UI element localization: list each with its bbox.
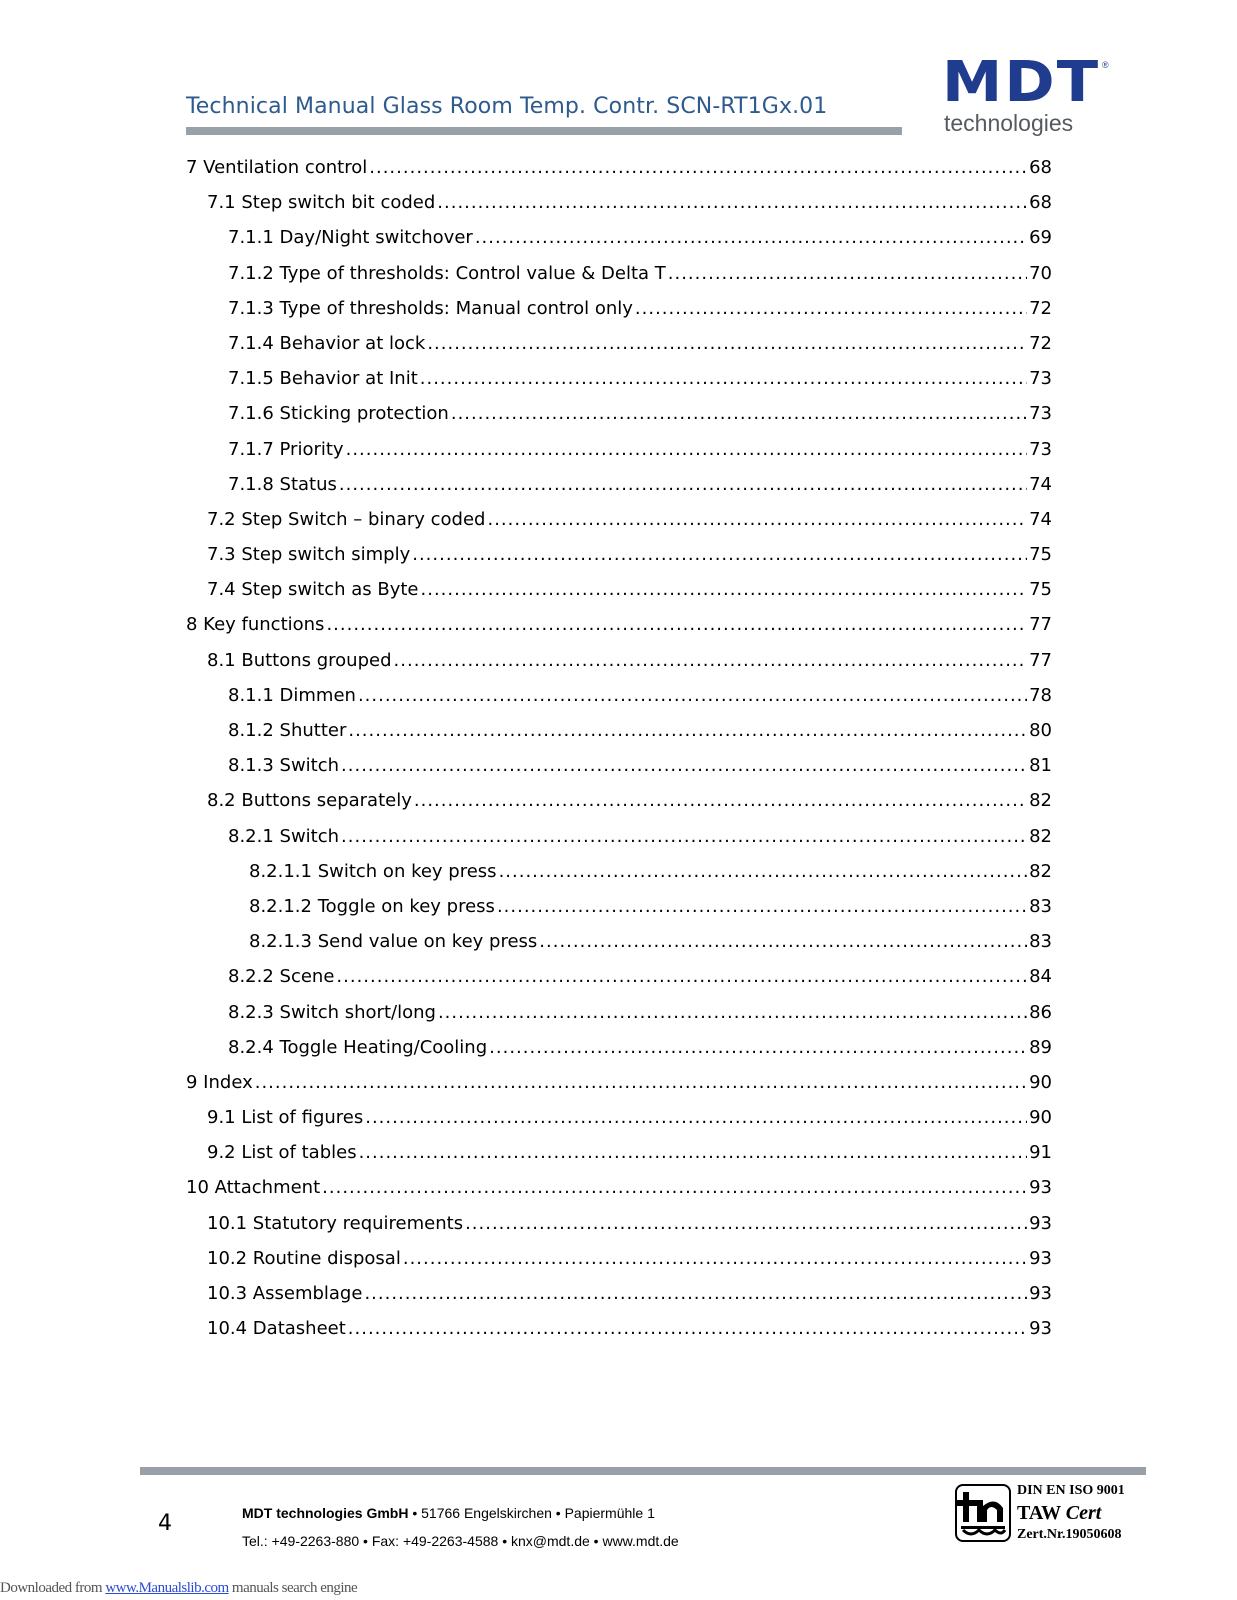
toc-dot-leader bbox=[341, 819, 1027, 854]
toc-entry-title: 7.2 Step Switch – binary coded bbox=[207, 508, 486, 530]
toc-dot-leader bbox=[421, 572, 1028, 607]
toc-dot-leader bbox=[403, 1241, 1027, 1276]
toc-entry-title: 8.2.1.2 Toggle on key press bbox=[249, 895, 495, 917]
cert-text bbox=[1017, 1480, 1125, 1546]
toc-entry-page: 68 bbox=[1029, 192, 1052, 214]
footer-contact bbox=[242, 1499, 679, 1555]
toc-dot-leader bbox=[336, 959, 1027, 994]
toc-entry[interactable] bbox=[186, 467, 1052, 502]
toc-dot-leader bbox=[346, 432, 1028, 467]
toc-entry-page: 83 bbox=[1029, 895, 1052, 917]
toc-entry[interactable] bbox=[186, 291, 1052, 326]
toc-entry-title: 7.1.7 Priority bbox=[228, 438, 344, 460]
toc-dot-leader bbox=[497, 889, 1027, 924]
toc-entry-page: 73 bbox=[1029, 368, 1052, 390]
toc-entry-title: 8.2.1.3 Send value on key press bbox=[249, 931, 538, 953]
footer-divider bbox=[140, 1467, 1146, 1475]
toc-entry[interactable] bbox=[186, 959, 1052, 994]
toc-entry[interactable] bbox=[186, 1170, 1052, 1205]
toc-entry[interactable] bbox=[186, 1065, 1052, 1100]
toc-entry[interactable] bbox=[186, 1030, 1052, 1065]
toc-dot-leader bbox=[394, 643, 1028, 678]
logo-mark: MDT bbox=[942, 50, 1101, 115]
toc-entry-title: 8.2.1 Switch bbox=[228, 825, 340, 847]
toc-entry-title: 7.1.8 Status bbox=[228, 473, 337, 495]
toc-dot-leader bbox=[341, 748, 1027, 783]
toc-entry-title: 7 Ventilation control bbox=[186, 157, 368, 178]
toc-entry[interactable] bbox=[186, 995, 1052, 1030]
toc-entry[interactable] bbox=[186, 1276, 1052, 1311]
toc-dot-leader bbox=[414, 783, 1027, 818]
page-number: 4 bbox=[158, 1511, 172, 1536]
taw-cert-icon bbox=[955, 1484, 1011, 1542]
toc-entry[interactable] bbox=[186, 924, 1052, 959]
toc-entry-page: 72 bbox=[1029, 297, 1052, 319]
toc-dot-leader bbox=[427, 326, 1027, 361]
toc-entry-title: 10.1 Statutory requirements bbox=[207, 1212, 464, 1234]
toc-entry-title: 7.1 Step switch bit coded bbox=[207, 192, 436, 214]
toc-entry[interactable] bbox=[186, 643, 1052, 678]
toc-entry[interactable] bbox=[186, 150, 1052, 185]
toc-entry-title: 7.3 Step switch simply bbox=[207, 544, 411, 566]
toc-entry-title: 9.2 List of tables bbox=[207, 1142, 357, 1164]
toc-entry-page: 77 bbox=[1029, 614, 1052, 636]
toc-entry[interactable] bbox=[186, 432, 1052, 467]
toc-entry[interactable] bbox=[186, 572, 1052, 607]
toc-entry[interactable] bbox=[186, 678, 1052, 713]
toc-entry-title: 10.4 Datasheet bbox=[207, 1318, 346, 1340]
cert-brand bbox=[1017, 1502, 1125, 1524]
cert-brand-taw: TAW bbox=[1017, 1502, 1061, 1524]
toc-entry-page: 69 bbox=[1029, 227, 1052, 249]
toc-entry[interactable] bbox=[186, 185, 1052, 220]
footer-address-line bbox=[242, 1499, 679, 1527]
toc-entry[interactable] bbox=[186, 1241, 1052, 1276]
company-name: MDT technologies GmbH bbox=[242, 1505, 409, 1521]
toc-entry[interactable] bbox=[186, 256, 1052, 291]
toc-entry-page: 82 bbox=[1029, 790, 1052, 812]
toc-entry-page: 93 bbox=[1029, 1283, 1052, 1304]
manualslib-link[interactable]: www.Manualslib.com bbox=[105, 1580, 229, 1596]
toc-entry-title: 9 Index bbox=[186, 1071, 253, 1093]
registered-mark: ® bbox=[1102, 60, 1109, 70]
toc-dot-leader bbox=[364, 1276, 1027, 1311]
iso-certificate bbox=[955, 1480, 1145, 1550]
download-prefix: Downloaded from bbox=[0, 1580, 103, 1596]
toc-entry-page: 82 bbox=[1029, 825, 1052, 847]
toc-dot-leader bbox=[487, 502, 1027, 537]
toc-entry-page: 86 bbox=[1029, 1001, 1052, 1023]
toc-entry[interactable] bbox=[186, 607, 1052, 642]
toc-entry-title: 7.1.4 Behavior at lock bbox=[228, 332, 426, 354]
toc-entry-title: 7.1.1 Day/Night switchover bbox=[228, 227, 473, 249]
toc-entry-page: 89 bbox=[1029, 1036, 1052, 1058]
toc-entry[interactable] bbox=[186, 220, 1052, 255]
logo-subtitle: technologies bbox=[944, 110, 1074, 136]
toc-entry[interactable] bbox=[186, 502, 1052, 537]
cert-brand-cert: Cert bbox=[1065, 1502, 1102, 1524]
header-divider bbox=[186, 127, 902, 135]
cert-number: Zert.Nr.19050608 bbox=[1017, 1527, 1122, 1542]
toc-entry-title: 7.1.5 Behavior at Init bbox=[228, 368, 418, 390]
document-title: Technical Manual Glass Room Temp. Contr. SCN-RT1Gx.01 bbox=[186, 94, 828, 119]
download-suffix: manuals search engine bbox=[231, 1580, 358, 1596]
toc-dot-leader bbox=[475, 220, 1027, 255]
company-address: • 51766 Engelskirchen • Papiermühle 1 bbox=[412, 1505, 655, 1521]
toc-entry-title: 10.3 Assemblage bbox=[207, 1283, 363, 1304]
toc-entry[interactable] bbox=[186, 1135, 1052, 1170]
toc-dot-leader bbox=[359, 1135, 1028, 1170]
toc-entry-title: 8.1.3 Switch bbox=[228, 755, 340, 777]
toc-entry-page: 93 bbox=[1029, 1177, 1052, 1199]
toc-entry[interactable] bbox=[186, 1100, 1052, 1135]
toc-dot-leader bbox=[489, 1030, 1027, 1065]
toc-entry-page: 91 bbox=[1029, 1142, 1052, 1164]
toc-entry[interactable] bbox=[186, 819, 1052, 854]
toc-entry-page: 77 bbox=[1029, 649, 1052, 671]
footer-contact-line: Tel.: +49-2263-880 • Fax: +49-2263-4588 • knx@mdt.de • www.mdt.de bbox=[242, 1533, 679, 1549]
toc-dot-leader bbox=[438, 995, 1027, 1030]
mdt-logo bbox=[942, 50, 1112, 142]
toc-entry-page: 73 bbox=[1029, 403, 1052, 425]
toc-entry[interactable] bbox=[186, 326, 1052, 361]
toc-dot-leader bbox=[451, 396, 1027, 431]
toc-dot-leader bbox=[339, 467, 1027, 502]
toc-entry-title: 10 Attachment bbox=[186, 1177, 321, 1199]
toc-entry-title: 7.1.3 Type of thresholds: Manual control only bbox=[228, 297, 633, 319]
toc-entry-page: 90 bbox=[1029, 1071, 1052, 1093]
toc-dot-leader bbox=[255, 1065, 1027, 1100]
toc-entry[interactable] bbox=[186, 396, 1052, 431]
table-of-contents bbox=[186, 150, 1052, 1346]
toc-entry-title: 8.1 Buttons grouped bbox=[207, 649, 392, 671]
toc-entry-title: 8.1.1 Dimmen bbox=[228, 684, 356, 706]
toc-entry-page: 70 bbox=[1029, 262, 1052, 284]
toc-entry-title: 8.2.1.1 Switch on key press bbox=[249, 860, 497, 882]
toc-entry-page: 82 bbox=[1029, 860, 1052, 882]
toc-entry[interactable] bbox=[186, 1311, 1052, 1346]
toc-entry-title: 8.2 Buttons separately bbox=[207, 790, 412, 812]
toc-entry-page: 93 bbox=[1029, 1318, 1052, 1340]
toc-entry-title: 7.4 Step switch as Byte bbox=[207, 579, 419, 601]
toc-dot-leader bbox=[365, 1100, 1027, 1135]
toc-entry-page: 78 bbox=[1029, 684, 1052, 706]
toc-dot-leader bbox=[499, 854, 1028, 889]
toc-entry-title: 7.1.2 Type of thresholds: Control value & Delta T bbox=[228, 262, 666, 284]
toc-entry-page: 81 bbox=[1029, 755, 1052, 777]
toc-entry-page: 93 bbox=[1029, 1247, 1052, 1269]
toc-entry-page: 74 bbox=[1029, 508, 1052, 530]
toc-entry[interactable] bbox=[186, 1206, 1052, 1241]
toc-entry-page: 72 bbox=[1029, 332, 1052, 354]
toc-entry-title: 8.2.2 Scene bbox=[228, 966, 335, 988]
toc-entry[interactable] bbox=[186, 854, 1052, 889]
toc-entry[interactable] bbox=[186, 713, 1052, 748]
toc-entry-page: 75 bbox=[1029, 544, 1052, 566]
toc-entry-page: 84 bbox=[1029, 966, 1052, 988]
toc-dot-leader bbox=[369, 150, 1027, 185]
toc-entry[interactable] bbox=[186, 783, 1052, 818]
toc-dot-leader bbox=[358, 678, 1027, 713]
toc-entry-page: 73 bbox=[1029, 438, 1052, 460]
toc-dot-leader bbox=[420, 361, 1027, 396]
toc-entry-page: 68 bbox=[1029, 157, 1052, 178]
toc-entry-page: 75 bbox=[1029, 579, 1052, 601]
toc-entry-title: 8.1.2 Shutter bbox=[228, 720, 347, 741]
toc-dot-leader bbox=[348, 713, 1027, 748]
toc-entry[interactable] bbox=[186, 361, 1052, 396]
toc-dot-leader bbox=[412, 537, 1027, 572]
toc-dot-leader bbox=[539, 924, 1027, 959]
toc-dot-leader bbox=[635, 291, 1027, 326]
toc-entry-page: 90 bbox=[1029, 1107, 1052, 1129]
toc-entry[interactable] bbox=[186, 889, 1052, 924]
download-note bbox=[0, 1580, 357, 1597]
toc-entry-title: 7.1.6 Sticking protection bbox=[228, 403, 449, 425]
toc-dot-leader bbox=[348, 1311, 1027, 1346]
toc-entry-title: 9.1 List of figures bbox=[207, 1107, 364, 1129]
toc-entry-title: 8.2.4 Toggle Heating/Cooling bbox=[228, 1036, 488, 1058]
toc-entry[interactable] bbox=[186, 748, 1052, 783]
toc-dot-leader bbox=[465, 1206, 1027, 1241]
toc-entry-title: 8.2.3 Switch short/long bbox=[228, 1001, 436, 1023]
toc-entry-page: 83 bbox=[1029, 931, 1052, 953]
toc-dot-leader bbox=[437, 185, 1027, 220]
toc-dot-leader bbox=[668, 256, 1027, 291]
toc-entry-page: 74 bbox=[1029, 473, 1052, 495]
cert-standard: DIN EN ISO 9001 bbox=[1017, 1483, 1125, 1498]
toc-entry-title: 8 Key functions bbox=[186, 614, 325, 636]
toc-entry-page: 80 bbox=[1029, 720, 1052, 741]
toc-entry-title: 10.2 Routine disposal bbox=[207, 1247, 401, 1269]
toc-dot-leader bbox=[322, 1170, 1027, 1205]
toc-entry[interactable] bbox=[186, 537, 1052, 572]
toc-dot-leader bbox=[326, 607, 1027, 642]
toc-entry-page: 93 bbox=[1029, 1212, 1052, 1234]
